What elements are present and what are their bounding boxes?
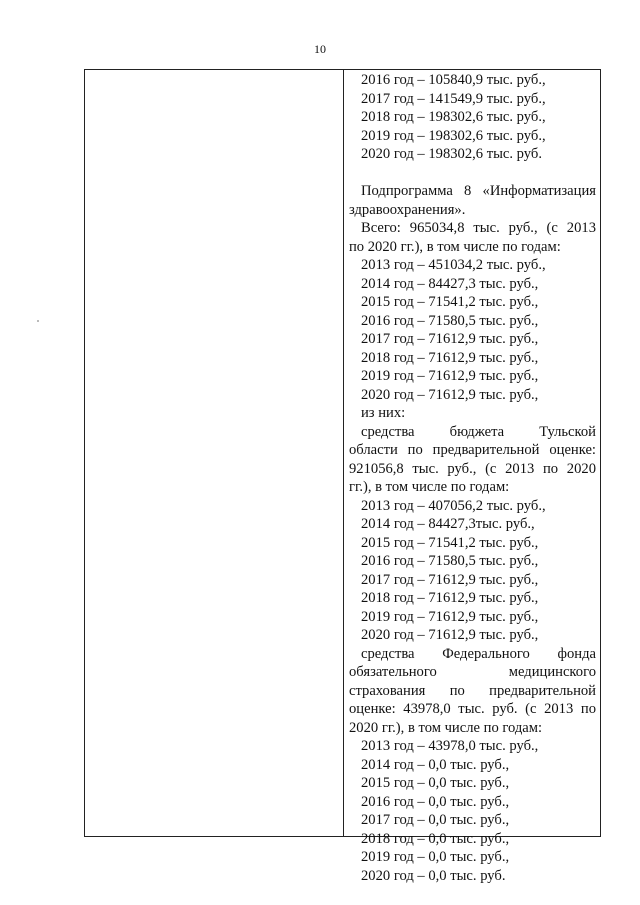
text-line: 2020 год – 0,0 тыс. руб. (361, 867, 506, 884)
text-line: 2019 год – 198302,6 тыс. руб., (361, 127, 546, 144)
blank-line (349, 164, 596, 183)
text-line: 2016 год – 71580,5 тыс. руб., (361, 553, 539, 569)
text-line: средства Федерального фонда (361, 645, 596, 662)
text-line: 2014 год – 84427,3тыс. руб., (361, 516, 535, 532)
program-table (84, 69, 601, 884)
text-line: обязательного медицинского (349, 664, 596, 680)
text-line: 2016 год – 105840,9 тыс. руб., (361, 72, 546, 88)
text-line: 2020 год – 71612,9 тыс. руб., (361, 386, 539, 403)
table-cell-left (85, 70, 344, 836)
text-line: 2016 год – 0,0 тыс. руб., (361, 793, 510, 810)
text-line: из них: (361, 405, 406, 421)
text-line: по 2020 гг.), в том числе по годам: (349, 238, 561, 255)
text-line: 2019 год – 71612,9 тыс. руб., (361, 368, 539, 384)
text-line: 2013 год – 451034,2 тыс. руб., (361, 257, 546, 273)
text-line: 2014 год – 84427,3 тыс. руб., (361, 275, 539, 292)
text-line: 2018 год – 71612,9 тыс. руб., (361, 590, 539, 606)
scan-speck (37, 320, 39, 322)
text-line: 2020 гг.), в том числе по годам: (349, 719, 543, 736)
text-line: 2015 год – 71541,2 тыс. руб., (361, 294, 539, 310)
text-line: 2015 год – 0,0 тыс. руб., (361, 775, 510, 791)
text-line: 2013 год – 407056,2 тыс. руб., (361, 497, 546, 514)
text-line: 2018 год – 71612,9 тыс. руб., (361, 349, 539, 366)
text-line: 2016 год – 71580,5 тыс. руб., (361, 312, 539, 329)
text-line: 921056,8 тыс. руб., (с 2013 по 2020 (349, 460, 596, 477)
text-line: средства бюджета Тульской (361, 423, 596, 440)
text-line: 2020 год – 198302,6 тыс. руб. (361, 146, 542, 162)
text-line: гг.), в том числе по годам: (349, 479, 510, 495)
text-line: 2014 год – 0,0 тыс. руб., (361, 756, 510, 773)
text-line: Подпрограмма 8 «Информатизация (361, 183, 596, 199)
table-cell-right (344, 70, 600, 884)
text-line: здравоохранения». (349, 201, 466, 218)
text-line: 2020 год – 71612,9 тыс. руб., (361, 627, 539, 643)
text-line: 2017 год – 0,0 тыс. руб., (361, 812, 510, 828)
text-line: 2019 год – 0,0 тыс. руб., (361, 849, 510, 865)
text-line: оценке: 43978,0 тыс. руб. (с 2013 по (349, 701, 596, 717)
text-line: 2017 год – 141549,9 тыс. руб., (361, 90, 546, 107)
text-line: 2018 год – 198302,6 тыс. руб., (361, 109, 546, 125)
text-line: области по предварительной оценке: (349, 442, 596, 458)
page-number: 10 (314, 42, 326, 56)
text-line: Всего: 965034,8 тыс. руб., (с 2013 (361, 220, 596, 236)
text-line: 2018 год – 0,0 тыс. руб., (361, 830, 510, 847)
text-line: 2017 год – 71612,9 тыс. руб., (361, 571, 539, 588)
text-line: 2019 год – 71612,9 тыс. руб., (361, 608, 539, 625)
text-line: 2013 год – 43978,0 тыс. руб., (361, 738, 539, 754)
text-line: 2017 год – 71612,9 тыс. руб., (361, 331, 539, 347)
text-line: страхования по предварительной (349, 682, 596, 699)
text-line: 2015 год – 71541,2 тыс. руб., (361, 534, 539, 551)
